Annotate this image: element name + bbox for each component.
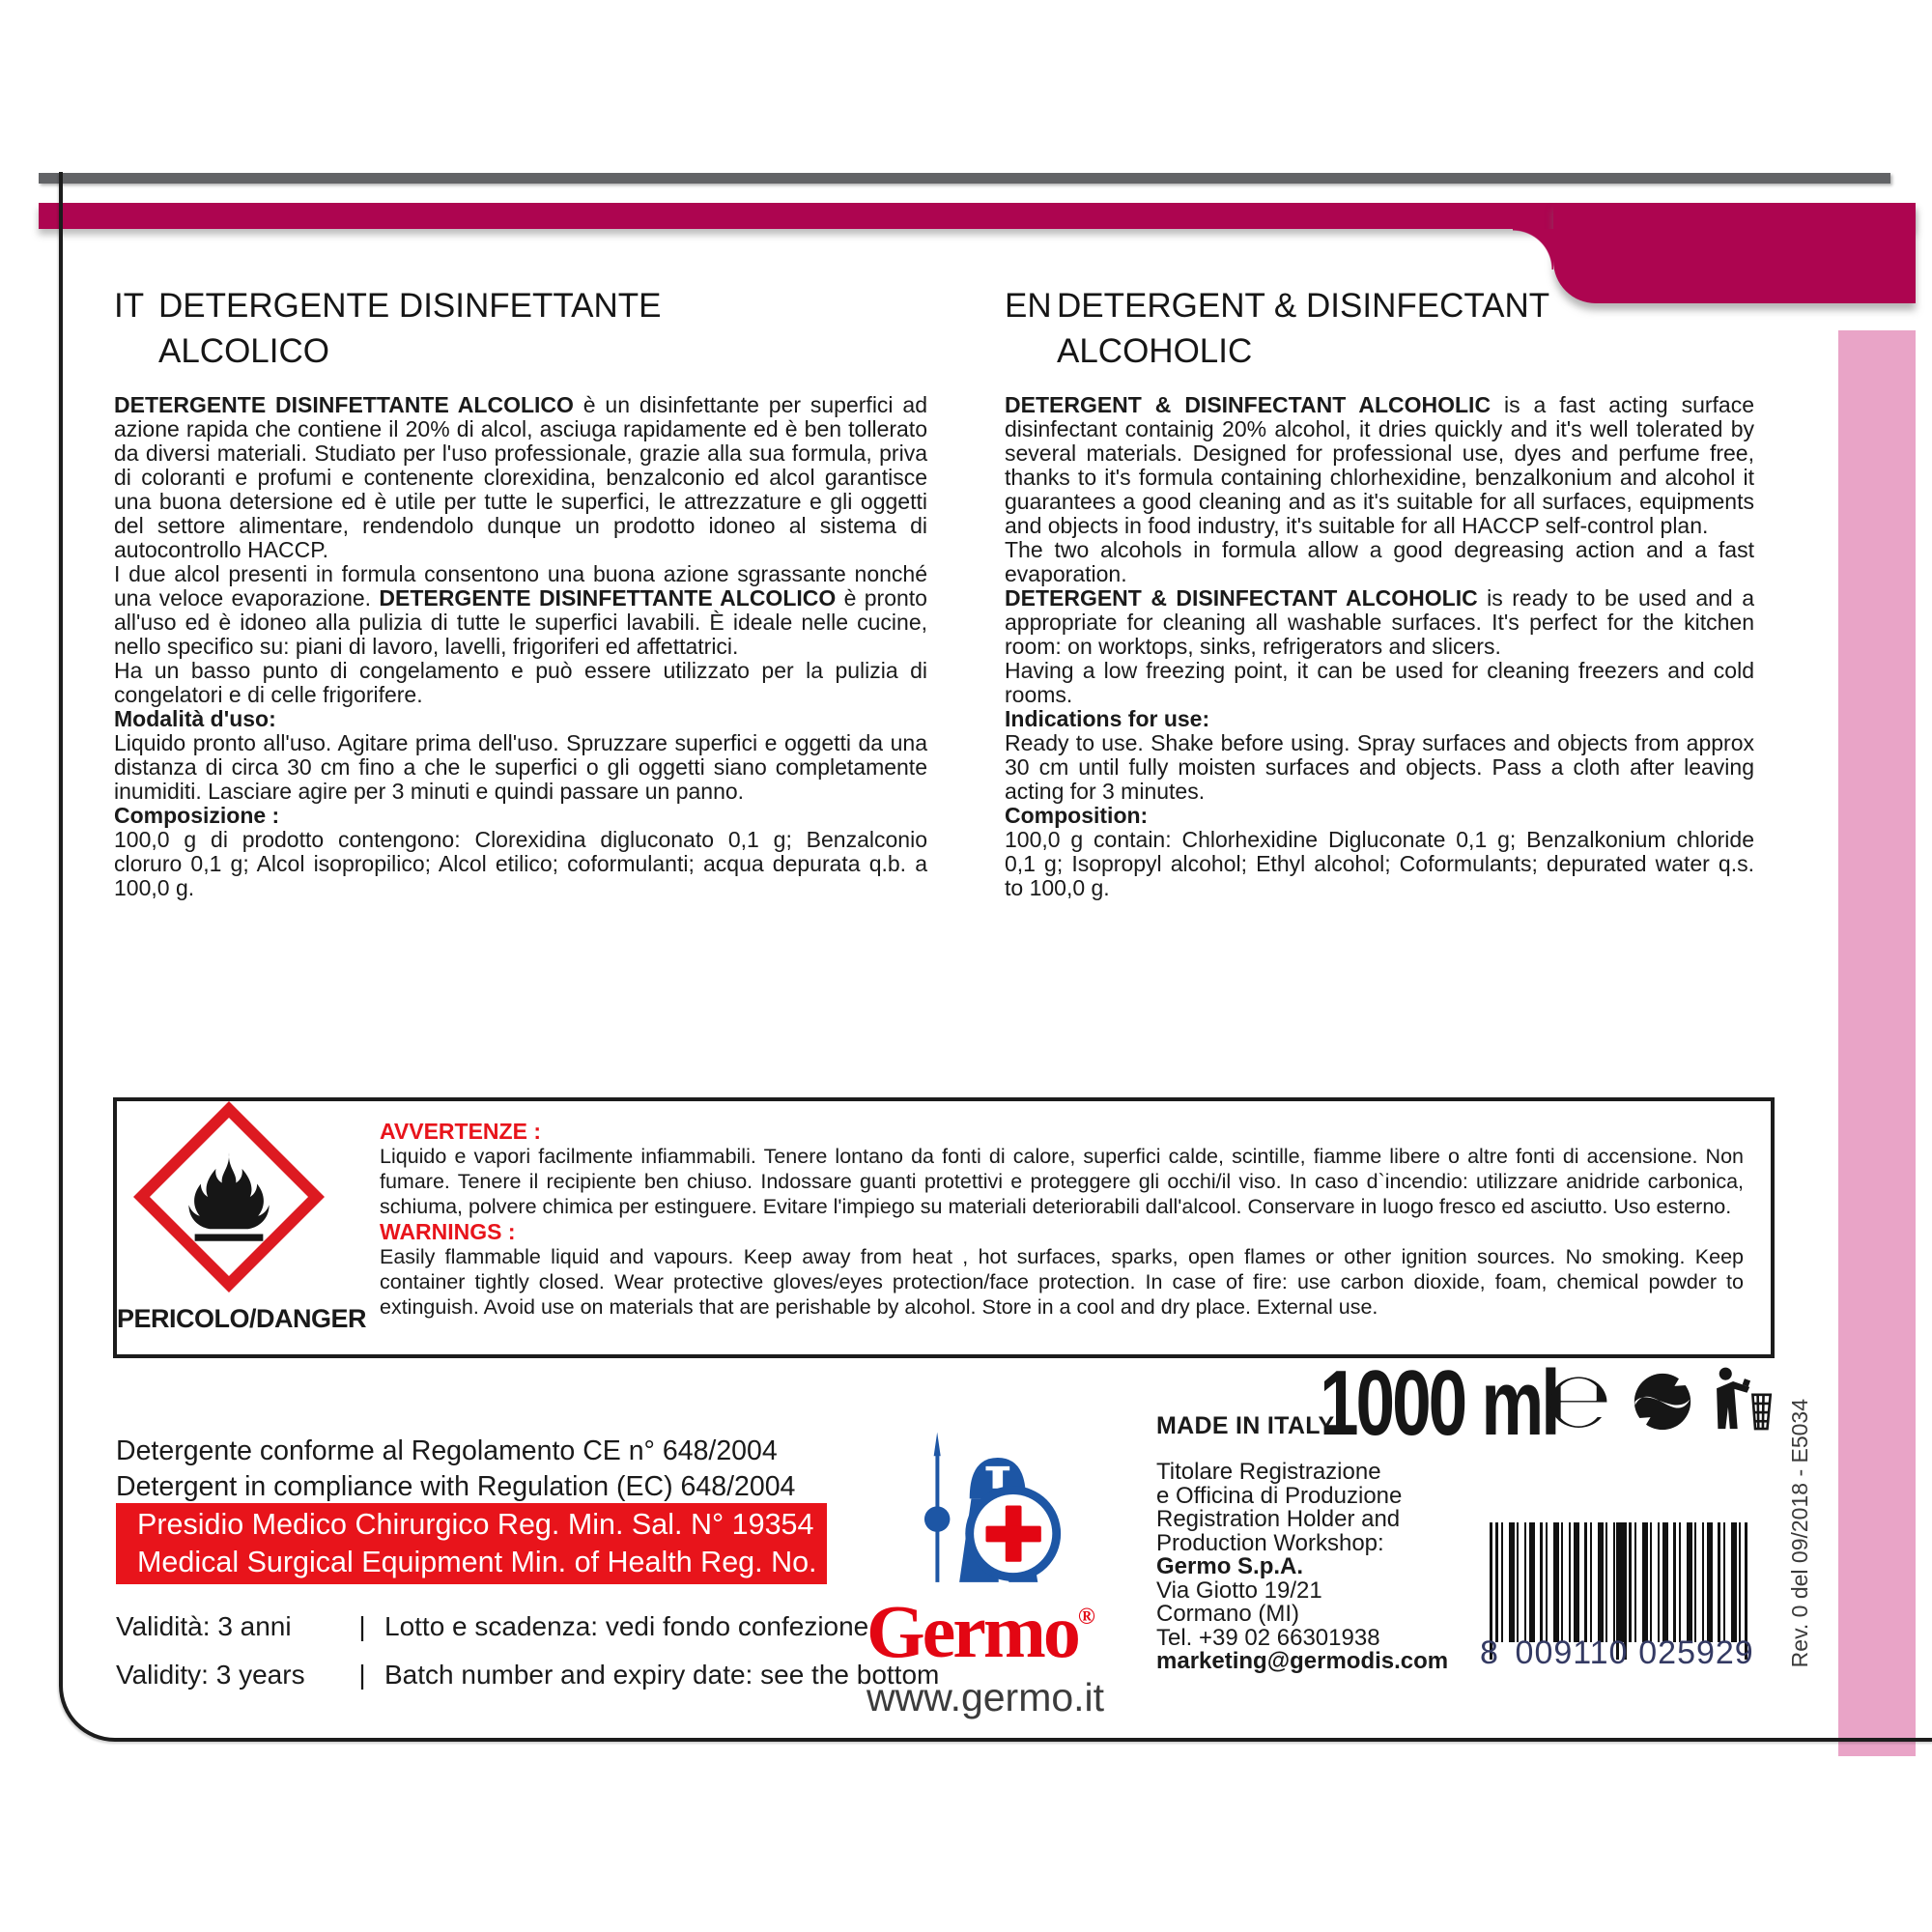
validity-it-label: Validità: 3 anni xyxy=(116,1611,292,1641)
en-paragraph-4: Having a low freezing point, it can be used for cleaning freezers and cold rooms. xyxy=(1005,658,1754,707)
en-paragraph-2: The two alcohols in formula allow a good degreasing action and a fast evaporation. xyxy=(1005,537,1754,586)
revision-note: Rev. 0 del 09/2018 - E5034 xyxy=(1786,1398,1812,1668)
en-paragraph-3: DETERGENT & DISINFECTANT ALCOHOLIC is ready to be used and a appropriate for cleaning all washable surfaces. It's perfect for the kitchen room: on worktops, sinks, refrigerators and slicers. xyxy=(1005,585,1754,659)
address-line: Production Workshop: xyxy=(1156,1529,1384,1556)
company-name: Germo S.p.A. xyxy=(1156,1553,1304,1579)
it-usage-heading: Modalità d'uso: xyxy=(114,706,276,731)
medical-banner-line2: Medical Surgical Equipment Min. of Health Reg. No. 19354 xyxy=(137,1546,817,1616)
address-line: Titolare Registrazione xyxy=(1156,1459,1381,1485)
registered-mark: ® xyxy=(1077,1605,1095,1630)
address-line: Via Giotto 19/21 xyxy=(1156,1577,1322,1604)
validity-it-text: Lotto e scadenza: vedi fondo confezione xyxy=(384,1611,869,1641)
it-paragraph-2: I due alcol presenti in formula consentono una buona azione sgrassante nonché una veloce evaporazione. DETERGENTE DISINFETTANTE ALCOLICO è pronto all'uso ed è idoneo alla pulizia di tutte le superfici lavabili. È ideale nelle cucine, nello specifico su: piani di lavoro, lavelli, frigoriferi ed affettatrici. xyxy=(114,561,927,659)
en-usage-heading: Indications for use: xyxy=(1005,706,1210,731)
validity-en-text: Batch number and expiry date: see the bottom xyxy=(384,1660,940,1690)
medical-banner-line1: Presidio Medico Chirurgico Reg. Min. Sal. N° 19354 xyxy=(137,1508,814,1541)
it-usage-text: Liquido pronto all'uso. Agitare prima dell'uso. Spruzzare superfici e oggetti da una distanza di circa 30 cm fino a che le superfici o gli oggetti siano completamente inumiditi. Lasciare agire per 3 minuti e quindi passare un panno. xyxy=(114,730,927,804)
en-title-line2: ALCOHOLIC xyxy=(1057,332,1253,370)
en-paragraph-1: DETERGENT & DISINFECTANT ALCOHOLIC is a fast acting surface disinfectant containig 20% alcohol, it dries quickly and it's well tolerated by several materials. Designed for professional use, dyes and perfume free, thanks to it's formula containing chlorhexidine, benzalkonium and alcohol it guarantees a good cleaning and as it's suitable for all surfaces, equipments and objects in food industry, it's suitable for all HACCP self-control plan. xyxy=(1005,392,1754,538)
phone-line: Tel. +39 02 66301938 xyxy=(1156,1624,1380,1651)
germo-wordmark: Germo® xyxy=(867,1589,1095,1673)
it-composition-heading: Composizione : xyxy=(114,803,280,828)
avvertenze-text: Liquido e vapori facilmente infiammabili. Tenere lontano da fonti di calore, superfici calde, scintille, fiamme libere o altre fonti di accensione. Non fumare. Tenere il recipiente ben chiuso. Indossare guanti protettivi e proteggere gli occhi/il viso. In caso d`incendio: utilizzare anidride carbonica, schiuma, polvere chimica per estinguere. Evitare l'impiego su materiali deteriorabili dall'alcool. Conservare in luogo fresco ed asciutto. Uso esterno. xyxy=(380,1145,1744,1218)
compliance-it: Detergente conforme al Regolamento CE n° 648/2004 xyxy=(116,1435,778,1466)
address-line: Cormano (MI) xyxy=(1156,1601,1300,1627)
website-url: www.germo.it xyxy=(867,1675,1105,1719)
it-title-line1: DETERGENTE DISINFETTANTE xyxy=(158,287,662,325)
made-in-italy-label: MADE IN ITALY xyxy=(1156,1412,1335,1439)
warnings-text: Easily flammable liquid and vapours. Keep away from heat , hot surfaces, sparks, open flames or other ignition sources. No smoking. Keep container tightly closed. Wear protective gloves/eyes protection/face protection. In case of fire: use carbon dioxide, foam, chemical powder to extinguish. Avoid use on materials that are perishable by alcohol. Store in a cool and dry place. External use. xyxy=(380,1245,1744,1319)
it-paragraph-3: Ha un basso punto di congelamento e può essere utilizzato per la pulizia di congelatori e di celle frigorifere. xyxy=(114,658,927,707)
separator: | xyxy=(358,1611,366,1641)
it-composition-text: 100,0 g di prodotto contengono: Clorexidina digluconato 0,1 g; Benzalconio cloruro 0,1 g; Alcol isopropilico; Alcol etilico; coformulanti; acqua depurata q.b. a 100,0 g. xyxy=(114,827,927,900)
en-title-line1: DETERGENT & DISINFECTANT xyxy=(1057,287,1550,325)
address-line: e Officina di Produzione xyxy=(1156,1482,1403,1509)
en-lang-code: EN xyxy=(1005,287,1052,325)
en-usage-text: Ready to use. Shake before using. Spray surfaces and objects from approx 30 cm until fully moisten surfaces and objects. Pass a cloth after leaving acting for 3 minutes. xyxy=(1005,730,1754,804)
address-line: Registration Holder and xyxy=(1156,1506,1401,1532)
validity-en-label: Validity: 3 years xyxy=(116,1660,305,1690)
it-lang-code: IT xyxy=(114,287,145,325)
it-title-line2: ALCOLICO xyxy=(158,332,329,370)
warnings-heading: WARNINGS : xyxy=(380,1219,516,1244)
avvertenze-heading: AVVERTENZE : xyxy=(380,1119,541,1144)
email-line: marketing@germodis.com xyxy=(1156,1648,1449,1674)
compliance-en: Detergent in compliance with Regulation (EC) 648/2004 xyxy=(116,1471,796,1502)
separator: | xyxy=(358,1660,366,1690)
it-paragraph-1: DETERGENTE DISINFETTANTE ALCOLICO è un disinfettante per superfici ad azione rapida che contiene il 20% di alcol, asciuga rapidamente ed è ben tollerato da diversi materiali. Studiato per l'uso professionale, grazie alla sua formula, priva di coloranti e profumi e contenente clorexidina, benzalconio ed alcol garantisce una buona detersione ed è utile per tutte le superfici, le attrezzature e gli oggetti del settore alimentare, rendendolo dunque un prodotto idoneo al sistema di autocontrollo HACCP. xyxy=(114,392,927,562)
barcode-digits: 8 009110 025929 xyxy=(1480,1634,1754,1671)
volume-label: 1000 ml xyxy=(1320,1351,1558,1455)
estimated-sign: ℮ xyxy=(1546,1355,1612,1445)
en-composition-text: 100,0 g contain: Chlorhexidine Digluconate 0,1 g; Benzalkonium chloride 0,1 g; Isopropyl alcohol; Ethyl alcohol; Coformulants; depurated water q.s. to 100,0 g. xyxy=(1005,827,1754,900)
en-composition-heading: Composition: xyxy=(1005,803,1149,828)
danger-label: PERICOLO/DANGER xyxy=(117,1304,367,1333)
label-diecut-outline xyxy=(59,172,1932,1742)
